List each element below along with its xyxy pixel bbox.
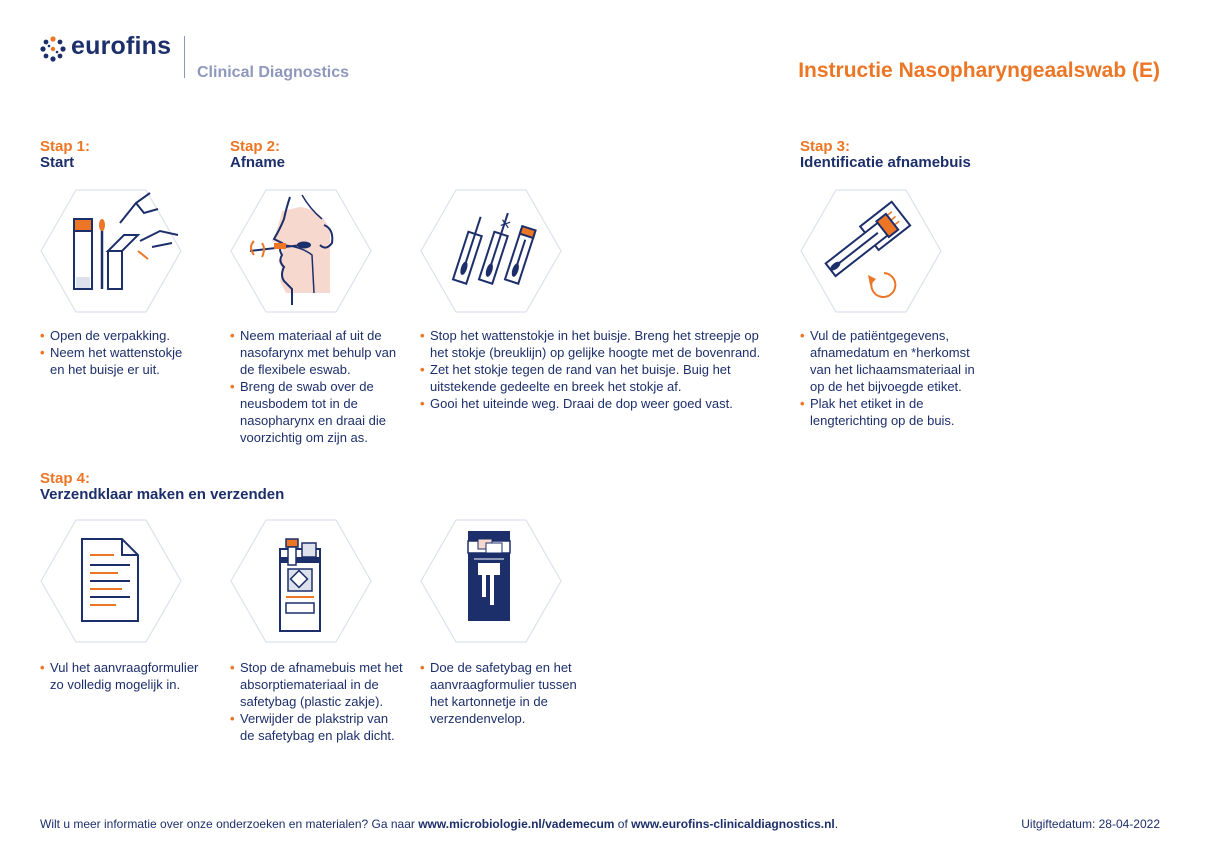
safetybag-icon: [230, 519, 372, 643]
list-item: • Verwijder de plakstrip van de safetybag en plak dicht.: [230, 710, 405, 744]
step-2-number: Stap 2:: [230, 138, 281, 155]
break-swab-in-tube-icon: [420, 189, 562, 313]
footer-text: of: [614, 817, 632, 831]
step-1-heading: [40, 139, 90, 171]
step-2-instructions: [230, 327, 405, 446]
request-form-icon: [40, 519, 182, 643]
vademecum-link[interactable]: www.microbiologie.nl/vademecum: [418, 817, 615, 831]
step-3-number: Stap 3:: [800, 138, 851, 155]
footer-text: Wilt u meer informatie over onze onderzoeken en materialen? Ga naar: [40, 817, 419, 831]
step-4a-instructions: [40, 659, 215, 693]
step-1-instructions: [40, 327, 200, 378]
list-item: • Vul het aanvraagformulier zo volledig mogelijk in.: [40, 659, 215, 693]
list-item: • Neem materiaal af uit de nasofarynx met behulp van de flexibele eswab.: [230, 327, 405, 378]
issue-date: Uitgiftedatum: 28-04-2022: [1021, 817, 1160, 831]
logo-divider: [184, 36, 185, 78]
list-item: • Doe de safetybag en het aanvraagformulier tussen het kartonnetje in de verzendenvelop.: [420, 659, 595, 727]
list-item: • Zet het stokje tegen de rand van het buisje. Buig het uitstekende gedeelte en breek het stokje af.: [420, 361, 775, 395]
list-item: • Neem het wattenstokje en het buisje er uit.: [40, 344, 200, 378]
step-3-instructions: [800, 327, 985, 429]
eurofins-dots-icon: [40, 36, 66, 62]
list-item: • Plak het etiket in de lengterichting op de buis.: [800, 395, 985, 429]
shipping-envelope-icon: [420, 519, 562, 643]
list-item: • Breng de swab over de neusbodem tot in de nasopharynx en draai die voorzichtig om zijn as.: [230, 378, 405, 446]
step-4-number: Stap 4:: [40, 470, 91, 487]
step-2-heading: [230, 139, 285, 171]
label-tube-icon: [800, 189, 942, 313]
division-name: Clinical Diagnostics: [197, 64, 350, 81]
nasal-swab-sampling-icon: [230, 189, 372, 313]
step-4-name: Verzendklaar maken en verzenden: [40, 486, 285, 503]
tube-and-swab-icon: [40, 189, 182, 313]
page-title: Instructie Nasopharyngeaalswab (E): [798, 59, 1160, 82]
footer-info: [40, 817, 838, 831]
list-item: • Gooi het uiteinde weg. Draai de dop weer goed vast.: [420, 395, 775, 412]
step-2-name: Afname: [230, 154, 286, 171]
step-2b-instructions: [420, 327, 775, 412]
list-item: • Vul de patiëntgegevens, afnamedatum en *herkomst van het lichaamsmateriaal in op de het bijvoegde etiket.: [800, 327, 985, 395]
footer-text: .: [834, 817, 839, 831]
step-1-name: Start: [40, 154, 75, 171]
list-item: • Stop de afnamebuis met het absorptiemateriaal in de safetybag (plastic zakje).: [230, 659, 405, 710]
list-item: • Stop het wattenstokje in het buisje. Breng het streepje op het stokje (breuklijn) op gelijke hoogte met de bovenrand.: [420, 327, 775, 361]
brand-name: eurofins: [71, 32, 172, 60]
step-4c-instructions: [420, 659, 595, 727]
step-1-number: Stap 1:: [40, 138, 91, 155]
step-3-heading: [800, 139, 971, 171]
step-4b-instructions: [230, 659, 405, 744]
list-item: • Open de verpakking.: [40, 327, 200, 344]
step-4-heading: [40, 471, 284, 503]
step-3-name: Identificatie afnamebuis: [800, 154, 971, 171]
eurofins-website-link[interactable]: www.eurofins-clinicaldiagnostics.nl: [631, 817, 835, 831]
